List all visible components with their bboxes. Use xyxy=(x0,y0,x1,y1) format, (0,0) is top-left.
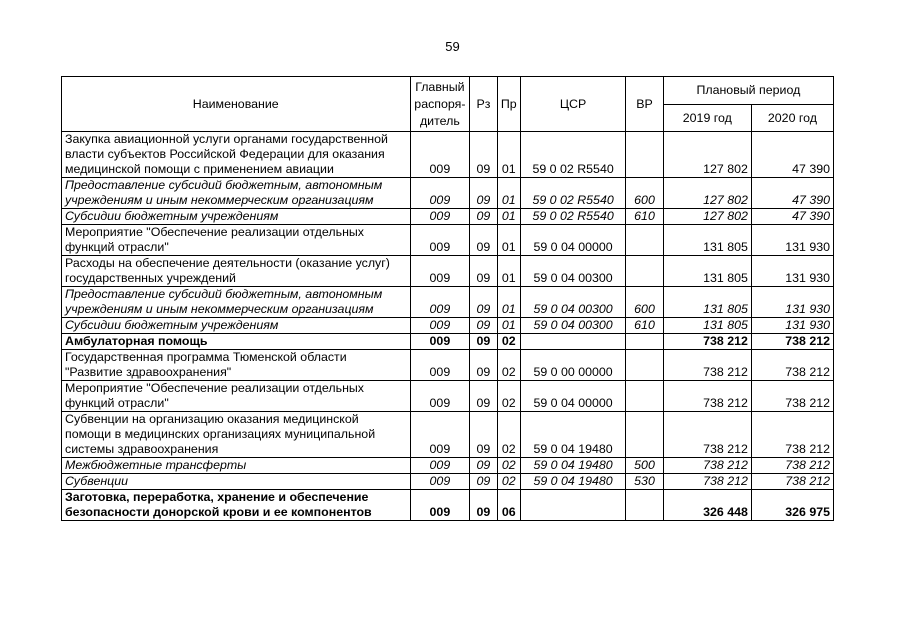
csr-cell: 59 0 04 00300 xyxy=(520,287,625,318)
admin-cell: 009 xyxy=(410,474,470,490)
header-year-2020: 2020 год xyxy=(751,105,833,132)
amount-2020-cell: 131 930 xyxy=(751,225,833,256)
name-cell: Межбюджетные трансферты xyxy=(62,458,411,474)
amount-2020-cell: 47 390 xyxy=(751,178,833,209)
amount-2019-cell: 127 802 xyxy=(663,209,751,225)
vr-cell xyxy=(626,381,663,412)
amount-2019-cell: 131 805 xyxy=(663,318,751,334)
name-cell: Субвенции xyxy=(62,474,411,490)
vr-cell xyxy=(626,412,663,458)
rz-cell: 09 xyxy=(470,132,497,178)
pr-cell: 02 xyxy=(497,412,520,458)
rz-cell: 09 xyxy=(470,350,497,381)
pr-cell: 01 xyxy=(497,256,520,287)
admin-cell: 009 xyxy=(410,490,470,521)
name-cell: Заготовка, переработка, хранение и обеспечение безопасности донорской крови и ее компонентов xyxy=(62,490,411,521)
vr-cell xyxy=(626,350,663,381)
table-row xyxy=(62,225,834,256)
header-vr: ВР xyxy=(626,77,663,132)
amount-2020-cell: 131 930 xyxy=(751,256,833,287)
rz-cell: 09 xyxy=(470,381,497,412)
rz-cell: 09 xyxy=(470,225,497,256)
pr-cell: 01 xyxy=(497,287,520,318)
rz-cell: 09 xyxy=(470,458,497,474)
pr-cell: 02 xyxy=(497,458,520,474)
amount-2019-cell: 127 802 xyxy=(663,132,751,178)
header-rz: Рз xyxy=(470,77,497,132)
header-year-2019: 2019 год xyxy=(663,105,751,132)
table-row xyxy=(62,178,834,209)
vr-cell xyxy=(626,132,663,178)
name-cell: Субсидии бюджетным учреждениям xyxy=(62,318,411,334)
pr-cell: 01 xyxy=(497,132,520,178)
amount-2019-cell: 131 805 xyxy=(663,256,751,287)
rz-cell: 09 xyxy=(470,490,497,521)
csr-cell: 59 0 04 00000 xyxy=(520,381,625,412)
amount-2019-cell: 131 805 xyxy=(663,287,751,318)
rz-cell: 09 xyxy=(470,334,497,350)
header-plan-period: Плановый период xyxy=(663,77,833,105)
pr-cell: 01 xyxy=(497,178,520,209)
amount-2020-cell: 131 930 xyxy=(751,318,833,334)
csr-cell: 59 0 04 00300 xyxy=(520,256,625,287)
amount-2019-cell: 738 212 xyxy=(663,458,751,474)
vr-cell: 500 xyxy=(626,458,663,474)
amount-2019-cell: 131 805 xyxy=(663,225,751,256)
admin-cell: 009 xyxy=(410,209,470,225)
amount-2020-cell: 738 212 xyxy=(751,412,833,458)
admin-cell: 009 xyxy=(410,458,470,474)
header-admin-line3: дитель xyxy=(419,113,460,128)
admin-cell: 009 xyxy=(410,287,470,318)
header-admin-line2: распоря- xyxy=(414,96,466,111)
rz-cell: 09 xyxy=(470,412,497,458)
csr-cell: 59 0 02 R5540 xyxy=(520,209,625,225)
pr-cell: 02 xyxy=(497,350,520,381)
pr-cell: 06 xyxy=(497,490,520,521)
pr-cell: 02 xyxy=(497,381,520,412)
table-body xyxy=(62,132,834,521)
name-cell: Амбулаторная помощь xyxy=(62,334,411,350)
table-row xyxy=(62,334,834,350)
table-row xyxy=(62,474,834,490)
name-cell: Субсидии бюджетным учреждениям xyxy=(62,209,411,225)
vr-cell xyxy=(626,334,663,350)
vr-cell: 610 xyxy=(626,209,663,225)
header-admin-line1: Главный xyxy=(415,79,465,94)
table-row xyxy=(62,412,834,458)
page-number: 59 xyxy=(445,39,460,54)
table-row xyxy=(62,287,834,318)
rz-cell: 09 xyxy=(470,318,497,334)
amount-2019-cell: 738 212 xyxy=(663,350,751,381)
name-cell: Расходы на обеспечение деятельности (оказание услуг) государственных учреждений xyxy=(62,256,411,287)
table-row xyxy=(62,350,834,381)
amount-2020-cell: 738 212 xyxy=(751,350,833,381)
amount-2019-cell: 738 212 xyxy=(663,412,751,458)
rz-cell: 09 xyxy=(470,178,497,209)
table-row xyxy=(62,490,834,521)
budget-table xyxy=(61,76,834,521)
header-pr: Пр xyxy=(497,77,520,132)
table-row xyxy=(62,132,834,178)
admin-cell: 009 xyxy=(410,412,470,458)
header-csr: ЦСР xyxy=(520,77,625,132)
amount-2019-cell: 326 448 xyxy=(663,490,751,521)
csr-cell: 59 0 02 R5540 xyxy=(520,132,625,178)
amount-2020-cell: 326 975 xyxy=(751,490,833,521)
admin-cell: 009 xyxy=(410,256,470,287)
amount-2019-cell: 738 212 xyxy=(663,334,751,350)
amount-2020-cell: 738 212 xyxy=(751,381,833,412)
name-cell: Мероприятие "Обеспечение реализации отдельных функций отрасли" xyxy=(62,225,411,256)
csr-cell xyxy=(520,334,625,350)
amount-2020-cell: 131 930 xyxy=(751,287,833,318)
vr-cell xyxy=(626,490,663,521)
pr-cell: 02 xyxy=(497,474,520,490)
vr-cell xyxy=(626,256,663,287)
name-cell: Мероприятие "Обеспечение реализации отдельных функций отрасли" xyxy=(62,381,411,412)
admin-cell: 009 xyxy=(410,178,470,209)
table-row xyxy=(62,381,834,412)
table-header xyxy=(62,77,834,132)
pr-cell: 02 xyxy=(497,334,520,350)
admin-cell: 009 xyxy=(410,132,470,178)
table-row xyxy=(62,458,834,474)
header-admin xyxy=(410,77,470,132)
table-row xyxy=(62,209,834,225)
vr-cell: 610 xyxy=(626,318,663,334)
vr-cell xyxy=(626,225,663,256)
csr-cell: 59 0 04 19480 xyxy=(520,458,625,474)
header-name: Наименование xyxy=(62,77,411,132)
name-cell: Государственная программа Тюменской области "Развитие здравоохранения" xyxy=(62,350,411,381)
name-cell: Субвенции на организацию оказания медицинской помощи в медицинских организациях муниципальной системы здравоохранения xyxy=(62,412,411,458)
csr-cell: 59 0 04 19480 xyxy=(520,474,625,490)
rz-cell: 09 xyxy=(470,287,497,318)
vr-cell: 530 xyxy=(626,474,663,490)
amount-2019-cell: 127 802 xyxy=(663,178,751,209)
pr-cell: 01 xyxy=(497,225,520,256)
csr-cell xyxy=(520,490,625,521)
csr-cell: 59 0 04 00000 xyxy=(520,225,625,256)
admin-cell: 009 xyxy=(410,381,470,412)
csr-cell: 59 0 02 R5540 xyxy=(520,178,625,209)
pr-cell: 01 xyxy=(497,318,520,334)
amount-2020-cell: 738 212 xyxy=(751,474,833,490)
amount-2020-cell: 47 390 xyxy=(751,132,833,178)
vr-cell: 600 xyxy=(626,287,663,318)
admin-cell: 009 xyxy=(410,350,470,381)
table-row xyxy=(62,256,834,287)
pr-cell: 01 xyxy=(497,209,520,225)
admin-cell: 009 xyxy=(410,318,470,334)
amount-2019-cell: 738 212 xyxy=(663,474,751,490)
name-cell: Предоставление субсидий бюджетным, автономным учреждениям и иным некоммерческим организациям xyxy=(62,178,411,209)
amount-2020-cell: 47 390 xyxy=(751,209,833,225)
csr-cell: 59 0 00 00000 xyxy=(520,350,625,381)
vr-cell: 600 xyxy=(626,178,663,209)
rz-cell: 09 xyxy=(470,209,497,225)
rz-cell: 09 xyxy=(470,256,497,287)
name-cell: Предоставление субсидий бюджетным, автономным учреждениям и иным некоммерческим организациям xyxy=(62,287,411,318)
admin-cell: 009 xyxy=(410,225,470,256)
admin-cell: 009 xyxy=(410,334,470,350)
csr-cell: 59 0 04 19480 xyxy=(520,412,625,458)
table-row xyxy=(62,318,834,334)
name-cell: Закупка авиационной услуги органами государственной власти субъектов Российской Федерации для оказания медицинской помощи с применением авиации xyxy=(62,132,411,178)
amount-2019-cell: 738 212 xyxy=(663,381,751,412)
amount-2020-cell: 738 212 xyxy=(751,458,833,474)
amount-2020-cell: 738 212 xyxy=(751,334,833,350)
rz-cell: 09 xyxy=(470,474,497,490)
csr-cell: 59 0 04 00300 xyxy=(520,318,625,334)
